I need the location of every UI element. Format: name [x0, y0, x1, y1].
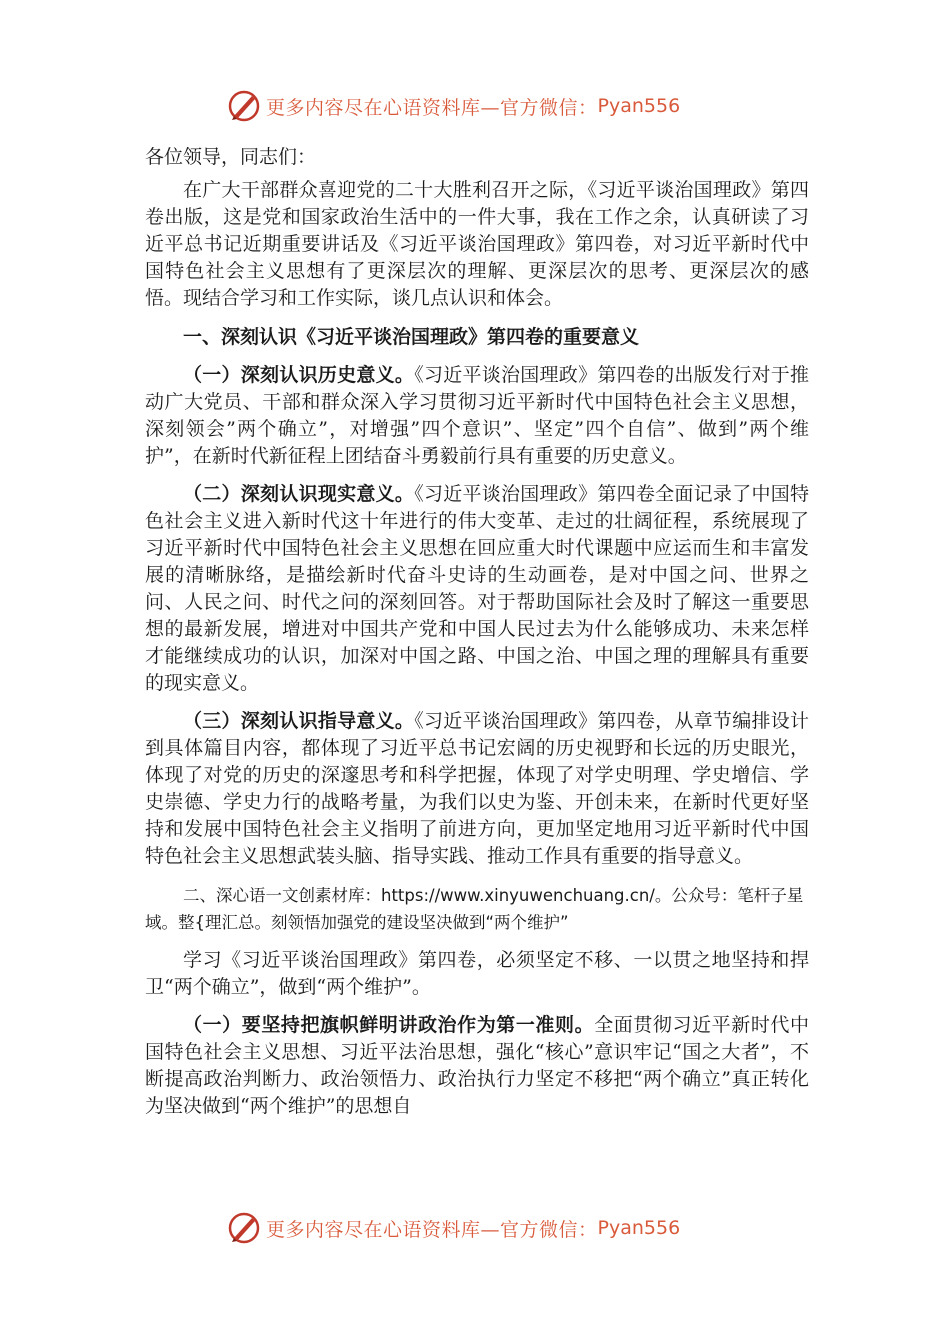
section-1-paragraph-3 [145, 708, 809, 870]
paragraph-text: 全面贯彻习近平新时代中国特色社会主义思想、习近平法治思想，强化“核心”意识牢记“国之大者”，不断提高政治判断力、政治领悟力、政治执行力坚定不移把“两个确立”真正转化为坚决做到“两个维护”的思想自 [145, 1014, 809, 1117]
section-2-intro: 学习《习近平谈治国理政》第四卷，必须坚定不移、一以贯之地坚持和捍卫“两个确立”，做到“两个维护”。 [145, 949, 809, 998]
header-banner [0, 86, 950, 126]
banner-text: 更多内容尽在心语资料库—官方微信： [266, 1218, 598, 1241]
document-body [145, 144, 809, 1120]
section-1-paragraph-1 [145, 362, 809, 470]
section-2-paragraph-1 [145, 1012, 809, 1120]
banner-wechat-id: Pyan556 [597, 95, 681, 117]
footer-banner [0, 1208, 950, 1248]
subheading: （一）要坚持把旗帜鲜明讲政治作为第一准则。 [183, 1014, 595, 1036]
intro-paragraph: 在广大干部群众喜迎党的二十大胜利召开之际，《习近平谈治国理政》第四卷出版，这是党和国家政治生活中的一件大事，我在工作之余，认真研读了习近平总书记近期重要讲话及《习近平谈治国理政》第四卷，对习近平新时代中国特色社会主义思想有了更深层次的理解、更深层次的思考、更深层次的感悟。现结合学习和工作实际，谈几点认识和体会。 [145, 179, 809, 309]
subheading: （三）深刻认识指导意义。 [183, 710, 415, 732]
banner-text: 更多内容尽在心语资料库—官方微信： [266, 96, 598, 119]
paragraph-text: 《习近平谈治国理政》第四卷全面记录了中国特色社会主义进入新时代这十年进行的伟大变革、走过的壮阔征程，系统展现了习近平新时代中国特色社会主义思想在回应重大时代课题中应运而生和丰富发展的清晰脉络，是描绘新时代奋斗史诗的生动画卷，是对中国之问、世界之问、人民之问、时代之问的深刻回答。对于帮助国际社会及时了解这一重要思想的最新发展，增进对中国共产党和中国人民过去为什么能够成功、未来怎样才能继续成功的认识，加深对中国之路、中国之治、中国之理的理解具有重要的现实意义。 [145, 483, 809, 694]
pen-circle-logo-icon [226, 88, 262, 124]
salutation: 各位领导，同志们： [145, 146, 317, 168]
paragraph-text: 《习近平谈治国理政》第四卷的出版发行对于推动广大党员、干部和群众深入学习贯彻习近平新时代中国特色社会主义思想，深刻领会”两个确立”，对增强”四个意识”、坚定”四个自信”、做到”两个维护”，在新时代新征程上团结奋斗勇毅前行具有重要的历史意义。 [145, 364, 809, 467]
subheading: （一）深刻认识历史意义。 [183, 364, 415, 386]
pen-circle-logo-icon [226, 1210, 262, 1246]
section-1-paragraph-2 [145, 481, 809, 697]
section-1-heading: 一、深刻认识《习近平谈治国理政》第四卷的重要意义 [183, 326, 640, 348]
paragraph-text: 《习近平谈治国理政》第四卷，从章节编排设计到具体篇目内容，都体现了习近平总书记宏阔的历史视野和长远的历史眼光，体现了对党的历史的深邃思考和科学把握，体现了对学史明理、学史增信、学史崇德、学史力行的战略考量，为我们以史为鉴、开创未来，在新时代更好坚持和发展中国特色社会主义指明了前进方向，更加坚定地用习近平新时代中国特色社会主义思想武装头脑、指导实践、推动工作具有重要的指导意义。 [145, 710, 809, 867]
section-2-heading: 二、深心语一文创素材库：https://www.xinyuwenchuang.cn/。公众号：笔杆子星域。整{理汇总。刻领悟加强党的建设坚决做到“两个维护” [145, 886, 804, 932]
banner-wechat-id: Pyan556 [597, 1217, 681, 1239]
subheading: （二）深刻认识现实意义。 [183, 483, 415, 505]
